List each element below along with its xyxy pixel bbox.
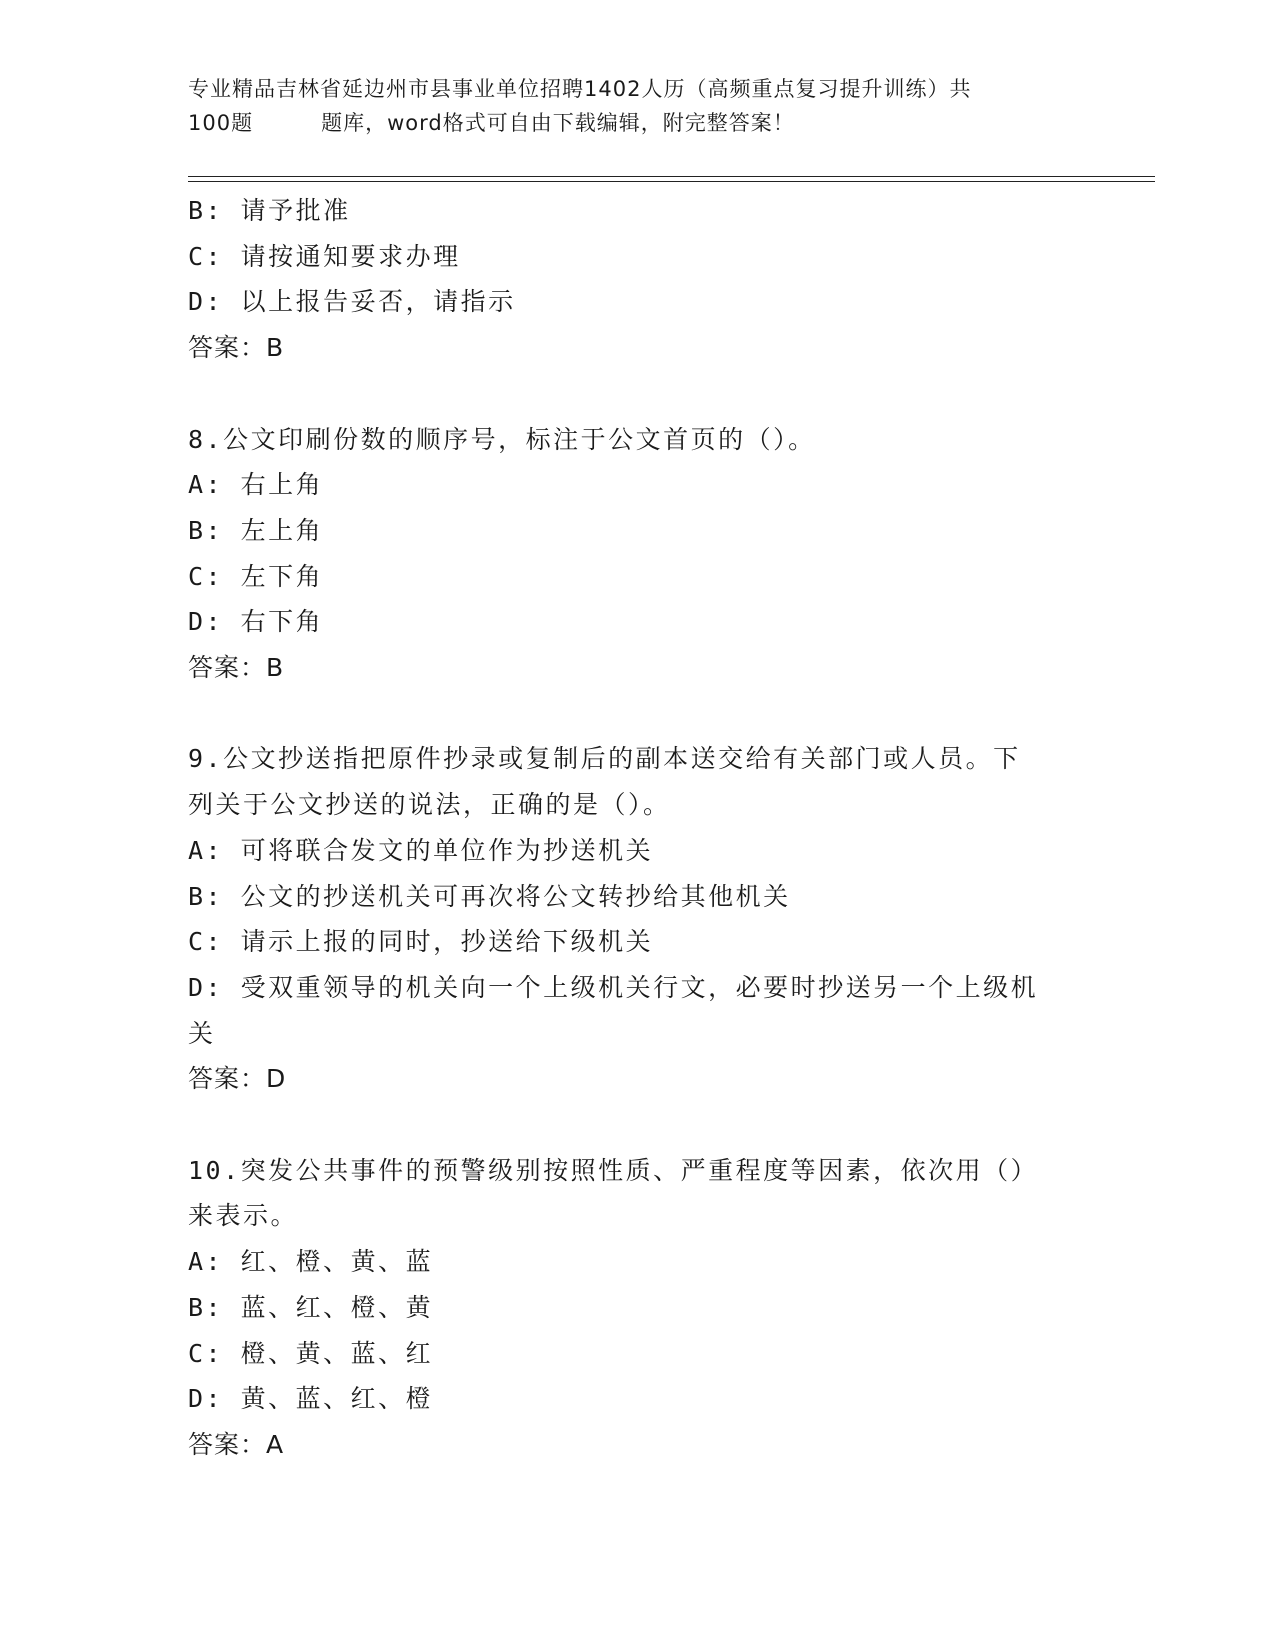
question-10 bbox=[188, 1148, 1088, 1468]
question-stem-line-1: 9.公文抄送指把原件抄录或复制后的副本送交给有关部门或人员。下 bbox=[188, 744, 1021, 774]
option-b: B: 左上角 bbox=[188, 515, 324, 545]
question-stem-line-2: 来表示。 bbox=[188, 1201, 299, 1231]
question-stem-line-1: 10.突发公共事件的预警级别按照性质、严重程度等因素，依次用（） bbox=[188, 1155, 1039, 1185]
question-stem: 8.公文印刷份数的顺序号，标注于公文首页的（）。 bbox=[188, 424, 816, 454]
header-title-line-2 bbox=[188, 106, 1088, 140]
question-8 bbox=[188, 417, 1088, 691]
option-c: C: 请示上报的同时，抄送给下级机关 bbox=[188, 927, 654, 957]
option-a: A: 右上角 bbox=[188, 470, 324, 500]
option-d-line-1: D: 受双重领导的机关向一个上级机关行文，必要时抄送另一个上级机 bbox=[188, 972, 1039, 1002]
option-a: A: 红、橙、黄、蓝 bbox=[188, 1247, 434, 1277]
answer-line: 答案：B bbox=[188, 653, 285, 683]
option-c: C: 橙、黄、蓝、红 bbox=[188, 1338, 434, 1368]
question-9 bbox=[188, 736, 1088, 1102]
answer-line: 答案：B bbox=[188, 333, 285, 363]
answer-line: 答案：A bbox=[188, 1429, 285, 1459]
header-divider-top bbox=[188, 176, 1155, 177]
option-b: B: 公文的抄送机关可再次将公文转抄给其他机关 bbox=[188, 881, 791, 911]
header-title-line-1: 专业精品吉林省延边州市县事业单位招聘1402人历（高频重点复习提升训练）共 bbox=[188, 77, 972, 101]
option-b: B: 请予批准 bbox=[188, 196, 351, 225]
header-divider-bottom bbox=[188, 181, 1155, 182]
document-header bbox=[188, 72, 1088, 140]
option-b: B: 蓝、红、橙、黄 bbox=[188, 1292, 434, 1322]
question-list bbox=[188, 188, 1088, 1468]
option-a: A: 可将联合发文的单位作为抄送机关 bbox=[188, 835, 654, 865]
question-stem-line-2: 列关于公文抄送的说法，正确的是（）。 bbox=[188, 790, 671, 820]
answer-line: 答案：D bbox=[188, 1064, 287, 1094]
header-subtitle: 题库，word格式可自由下载编辑，附完整答案！ bbox=[321, 111, 795, 135]
header-question-count: 100题 bbox=[188, 111, 254, 135]
option-c: C: 左下角 bbox=[188, 561, 324, 591]
option-c: C: 请按通知要求办理 bbox=[188, 241, 461, 271]
option-d-line-2: 关 bbox=[188, 1018, 216, 1048]
option-d: D: 以上报告妥否，请指示 bbox=[188, 287, 516, 317]
option-d: D: 右下角 bbox=[188, 607, 324, 637]
question-7-continued bbox=[188, 188, 1088, 371]
option-d: D: 黄、蓝、红、橙 bbox=[188, 1384, 434, 1414]
